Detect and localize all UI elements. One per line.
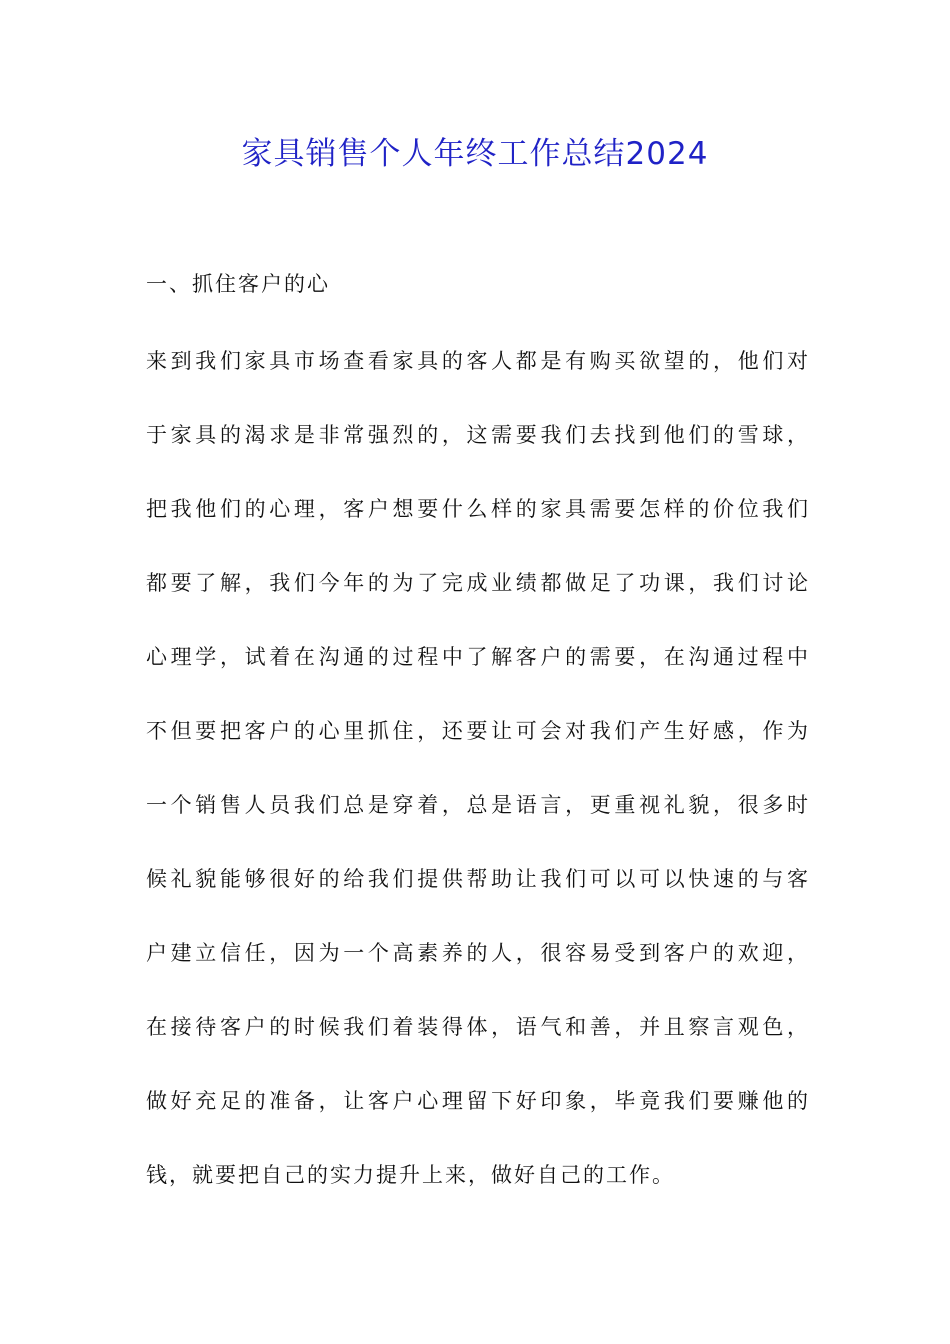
paragraph-line: 户建立信任，因为一个高素养的人，很容易受到客户的欢迎， xyxy=(146,941,808,965)
paragraph-line: 来到我们家具市场查看家具的客人都是有购买欲望的，他们对 xyxy=(146,349,808,373)
paragraph-line: 在接待客户的时候我们着装得体，语气和善，并且察言观色， xyxy=(146,1015,808,1039)
paragraph-line: 候礼貌能够很好的给我们提供帮助让我们可以可以快速的与客 xyxy=(146,867,808,891)
paragraph-line: 一个销售人员我们总是穿着，总是语言，更重视礼貌，很多时 xyxy=(146,793,808,817)
document-title: 家具销售个人年终工作总结2024 xyxy=(241,136,709,172)
paragraph-line: 不但要把客户的心里抓住，还要让可会对我们产生好感，作为 xyxy=(146,719,808,743)
paragraph xyxy=(146,341,808,1229)
paragraph-line: 于家具的渴求是非常强烈的，这需要我们去找到他们的雪球， xyxy=(146,423,808,447)
section-heading: 一、抓住客户的心 xyxy=(146,272,330,296)
paragraph-line: 把我他们的心理，客户想要什么样的家具需要怎样的价位我们 xyxy=(146,497,808,521)
paragraph-line: 钱，就要把自己的实力提升上来，做好自己的工作。 xyxy=(146,1163,675,1187)
paragraph-line: 心理学，试着在沟通的过程中了解客户的需要，在沟通过程中 xyxy=(146,645,808,669)
paragraph-line: 做好充足的准备，让客户心理留下好印象，毕竟我们要赚他的 xyxy=(146,1089,808,1113)
paragraph-line: 都要了解，我们今年的为了完成业绩都做足了功课，我们讨论 xyxy=(146,571,808,595)
